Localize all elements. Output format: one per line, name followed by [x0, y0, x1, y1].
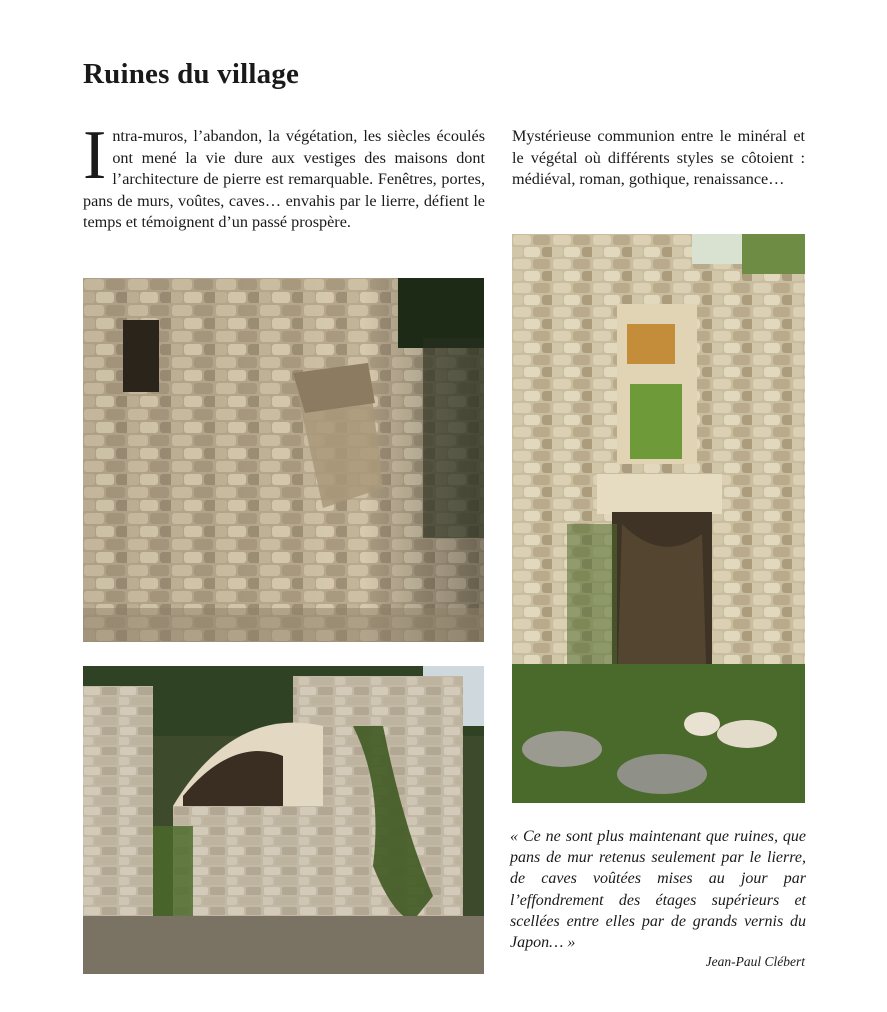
- intro-paragraph: [83, 117, 485, 234]
- page-title: Ruines du village: [83, 58, 300, 90]
- photo-window-doorway: [512, 234, 805, 803]
- drop-cap: I: [83, 117, 107, 194]
- quote-author: Jean-Paul Clébert: [705, 954, 805, 969]
- right-column-paragraph: Mystérieuse communion entre le minéral et le végétal où différents styles se côtoient : médiéval, roman, gothique, renaissance…: [512, 127, 805, 188]
- photo-ruined-vault: [83, 666, 484, 974]
- intro-text: ntra-muros, l’abandon, la végétation, les siècles écoulés ont mené la vie dure aux vestiges des maisons dont l’architecture de pierre est remarquable. Fenêtres, portes, pans de murs, voûtes, caves… envahis par le lierre, défient le temps et témoignent d’un passé prospère.: [83, 127, 485, 231]
- quotation: « Ce ne sont plus maintenant que ruines, que pans de mur retenus seulement par le lierre, de caves voûtées mises au jour par l’effondrement des étages supérieurs et scellées entre elles par de grands vernis du Japon… »: [510, 828, 806, 952]
- photo-stone-tower: [83, 278, 484, 642]
